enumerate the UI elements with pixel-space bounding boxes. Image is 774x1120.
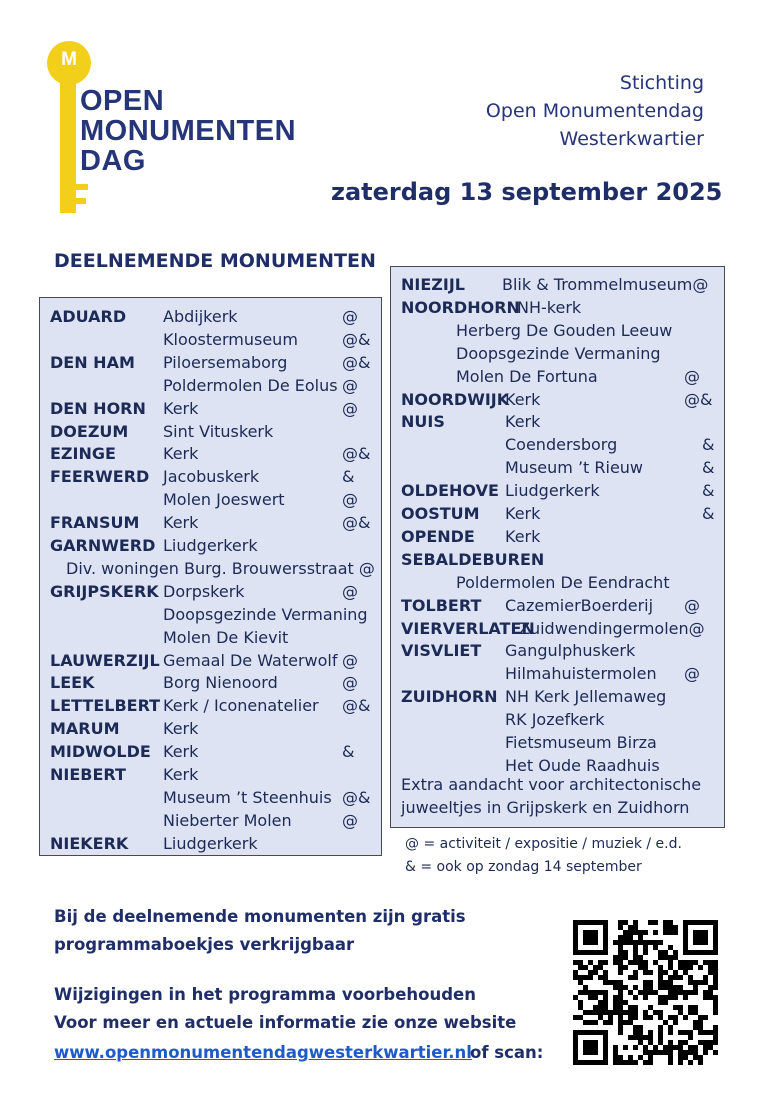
town-name: EZINGE [50,444,116,464]
monument-name: Nieberter Molen [163,810,292,830]
monument-name: Kerk [505,389,541,409]
monument-name: Liudgerkerk [163,536,258,555]
monument-name: Molen De Kievit [163,627,289,647]
activity-mark: @ [342,490,358,510]
info-line-2: programmaboekjes verkrijgbaar [54,935,355,954]
monument-name: Gemaal De Waterwolf [163,650,338,670]
activity-mark: & [702,458,715,478]
monument-name: Kerk [163,742,199,762]
activity-mark: @ [684,664,700,684]
monument-name: Doopsgezinde Vermaning [163,604,368,624]
monument-name: NH-kerk [517,297,582,317]
extra-note-line-1: Extra aandacht voor architectonische [401,775,702,794]
town-name: VISVLIET [401,641,482,661]
activity-mark: @& [342,352,371,372]
town-name: NOORDHORN [401,297,520,317]
monument-name: Kerk [163,513,199,533]
activity-mark: @& [342,696,371,716]
monument-name: Kerk / Iconenatelier [163,696,319,716]
monument-name: Kerk [163,719,199,739]
legend-amp: & = ook op zondag 14 september [405,859,642,875]
activity-mark: & [702,481,715,501]
monument-name: Kerk [505,412,541,432]
activity-mark: @& [342,513,371,533]
key-letter: M [61,49,77,70]
activity-mark: @ [342,650,358,670]
activity-mark: & [342,467,355,487]
monument-name: Borg Nienoord [163,673,278,693]
town-name: DEN HAM [50,352,135,372]
activity-mark: & [702,504,715,523]
activity-mark: @& [342,444,371,464]
activity-mark: @ [342,810,358,830]
monument-name: Kerk [163,444,199,464]
monument-name: Kerk [505,526,541,546]
town-name: FEERWERD [50,467,150,487]
town-name: SEBALDEBUREN [401,549,545,569]
monument-name: Liudgerkerk [163,833,258,853]
activity-mark: @ [684,595,700,615]
monument-name: Kerk [505,504,541,523]
town-name: NUIS [401,412,445,432]
town-name: ADUARD [50,307,127,326]
monument-name: Poldermolen De Eendracht [456,572,670,592]
activity-mark: @ [342,375,358,395]
town-name: GARNWERD [50,536,156,555]
town-name: DEN HORN [50,398,146,418]
town-name: FRANSUM [50,513,140,533]
org-line-2: Open Monumentendag [485,100,704,122]
logo-line-1: OPEN [80,85,165,117]
town-name: MARUM [50,719,120,739]
monument-name: RK Jozefkerk [505,710,605,730]
monument-name: Kerk [163,765,199,784]
open-monumentendag-logo [36,38,336,218]
town-name: GRIJPSKERK [50,581,159,601]
monument-name: Herberg De Gouden Leeuw [456,320,673,340]
town-name: MIDWOLDE [50,742,151,762]
activity-mark: @ [342,398,358,418]
monument-name: Molen De Fortuna [456,366,598,386]
section-title: DEELNEMENDE MONUMENTEN [54,250,376,272]
activity-mark: @& [342,787,371,807]
monument-name: Jacobuskerk [163,467,260,487]
town-name: VIERVERLATEN [401,618,535,638]
monument-name: Sint Vituskerk [163,421,274,441]
town-name: OOSTUM [401,504,480,523]
activity-mark: & [342,742,355,762]
monument-name: Het Oude Raadhuis [505,755,660,775]
town-name: LAUWERZIJL [50,650,160,670]
monument-name: CazemierBoerderij [505,595,654,615]
monuments-list-right [390,266,725,828]
activity-mark: @ [342,307,358,326]
town-name: LETTELBERT [50,696,161,716]
monument-name: Kloostermuseum [163,329,298,349]
monument-name: Gangulphuskerk [505,641,636,661]
town-name: TOLBERT [401,595,482,615]
monument-name: NH Kerk Jellemaweg [505,687,667,707]
town-name: OLDEHOVE [401,481,499,501]
org-line-1: Stichting [619,72,704,94]
website-link[interactable]: www.openmonumentendagwesterkwartier.nl [54,1043,472,1062]
town-name: NIEZIJL [401,275,465,294]
town-name: OPENDE [401,526,475,546]
extra-note-line-2: juweeltjes in Grijpskerk en Zuidhorn [401,798,690,817]
monument-name: Dorpskerk [163,581,245,601]
info-line-1: Bij de deelnemende monumenten zijn gratis [54,907,466,926]
town-name: LEEK [50,673,95,693]
activity-mark: & [702,435,715,455]
monument-name: Div. woningen Burg. Brouwersstraat @ [66,558,375,578]
monument-name: Poldermolen De Eolus [163,375,338,395]
legend-at: @ = activiteit / expositie / muziek / e.d. [405,836,682,852]
activity-mark: @& [684,389,713,409]
monument-name: Zuidwendingermolen@ [519,618,705,638]
activity-mark: @ [342,673,358,693]
activity-mark: @ [342,581,358,601]
town-name: NIEKERK [50,833,129,853]
town-name: NIEBERT [50,765,126,784]
monument-name: Museum ’t Rieuw [505,458,644,478]
monument-name: Blik & Trommelmuseum@ [502,275,709,294]
info-line-4: Voor meer en actuele informatie zie onze website [54,1013,517,1032]
monument-name: Molen Joeswert [163,490,285,510]
monuments-list-left [39,297,382,856]
town-name: NOORDWIJK [401,389,510,409]
info-line-3: Wijzigingen in het programma voorbehouden [54,985,476,1004]
event-date: zaterdag 13 september 2025 [331,178,723,206]
monument-name: Abdijkerk [163,307,238,326]
monument-name: Kerk [163,398,199,418]
scan-label: of scan: [470,1043,544,1062]
monument-name: Piloersemaborg [163,352,288,372]
monument-name: Doopsgezinde Vermaning [456,343,661,363]
org-line-3: Westerkwartier [559,128,704,150]
logo-line-2: MONUMENTEN [80,115,297,147]
monument-name: Museum ’t Steenhuis [163,787,332,807]
town-name: ZUIDHORN [401,687,498,707]
monument-name: Liudgerkerk [505,481,600,501]
town-name: DOEZUM [50,421,129,441]
monument-name: Hilmahuistermolen [505,664,657,684]
monument-name: Coendersborg [505,435,618,455]
qr-code-icon[interactable] [573,920,718,1065]
activity-mark: @& [342,329,371,349]
logo-line-3: DAG [80,145,146,177]
activity-mark: @ [684,366,700,386]
monument-name: Fietsmuseum Birza [505,733,657,752]
